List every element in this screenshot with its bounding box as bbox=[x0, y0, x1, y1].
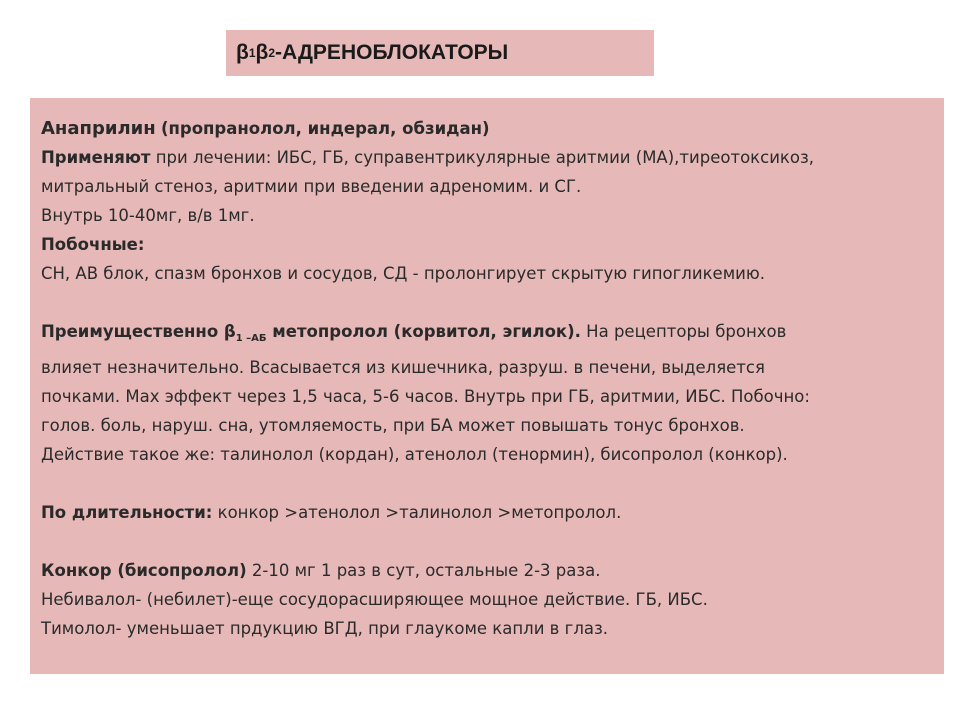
side-label: Побочные: bbox=[41, 235, 145, 254]
anaprilin-name: Анаприлин bbox=[41, 118, 156, 139]
title-beta1: β bbox=[236, 41, 249, 64]
slide-title bbox=[226, 30, 654, 76]
spacer bbox=[41, 527, 934, 556]
title-text: -АДРЕНОБЛОКАТОРЫ bbox=[275, 41, 509, 64]
metoprolol-name: метопролол (корвитол, эгилок). bbox=[266, 322, 581, 341]
metoprolol-line3: почками. Max эффект через 1,5 часа, 5-6 часов. Внутрь при ГБ, аритмии, ИБС. Побочно: bbox=[41, 387, 810, 406]
title-beta2: β bbox=[255, 41, 269, 64]
anaprilin-apply bbox=[41, 143, 934, 172]
metoprolol-line4: голов. боль, наруш. сна, утомляемость, при БА может повышать тонус бронхов. bbox=[41, 416, 745, 435]
side-effects-label bbox=[41, 230, 934, 259]
title-sub1: 1 bbox=[248, 46, 256, 60]
metoprolol-intro: Преимущественно β bbox=[41, 322, 236, 341]
metoprolol-line1: На рецепторы бронхов bbox=[580, 322, 787, 341]
konkor-text: 2-10 мг 1 раз в сут, остальные 2-3 раза. bbox=[246, 561, 601, 580]
apply-text-continued: митральный стеноз, аритмии при введении адреномим. и СГ. bbox=[41, 177, 582, 196]
konkor-label: Конкор (бисопролол) bbox=[41, 561, 247, 580]
timolol-line: Тимолол- уменьшает прдукцию ВГД, при глаукоме капли в глаз. bbox=[41, 619, 608, 638]
side-effects-text: СН, АВ блок, спазм бронхов и сосудов, СД - пролонгирует скрытую гипогликемию. bbox=[41, 264, 765, 283]
konkor-line bbox=[41, 556, 934, 585]
title-sub2: 2 bbox=[268, 46, 276, 60]
anaprilin-dosage: Внутрь 10-40мг, в/в 1мг. bbox=[41, 206, 255, 225]
apply-text: при лечении: ИБС, ГБ, суправентрикулярные аритмии (МА),тиреотоксикоз, bbox=[155, 148, 815, 167]
apply-label: Применяют bbox=[41, 148, 151, 167]
anaprilin-heading bbox=[41, 114, 934, 143]
spacer bbox=[41, 288, 934, 317]
anaprilin-synonyms: (пропранолол, индерал, обзидан) bbox=[160, 119, 490, 138]
metoprolol-heading bbox=[41, 317, 934, 353]
metoprolol-sub: 1 –АБ bbox=[235, 333, 267, 344]
duration-label: По длительности: bbox=[41, 503, 213, 522]
duration-line bbox=[41, 498, 934, 527]
nebivalol-line: Небивалол- (небилет)-еще сосудорасширяющее мощное действие. ГБ, ИБС. bbox=[41, 590, 708, 609]
spacer bbox=[41, 469, 934, 498]
metoprolol-line2: влияет незначительно. Всасывается из кишечника, разруш. в печени, выделяется bbox=[41, 358, 765, 377]
metoprolol-line5: Действие такое же: талинолол (кордан), атенолол (тенормин), бисопролол (конкор). bbox=[41, 445, 788, 464]
duration-text: конкор >атенолол >талинолол >метопролол. bbox=[212, 503, 622, 522]
content-panel bbox=[30, 98, 944, 674]
